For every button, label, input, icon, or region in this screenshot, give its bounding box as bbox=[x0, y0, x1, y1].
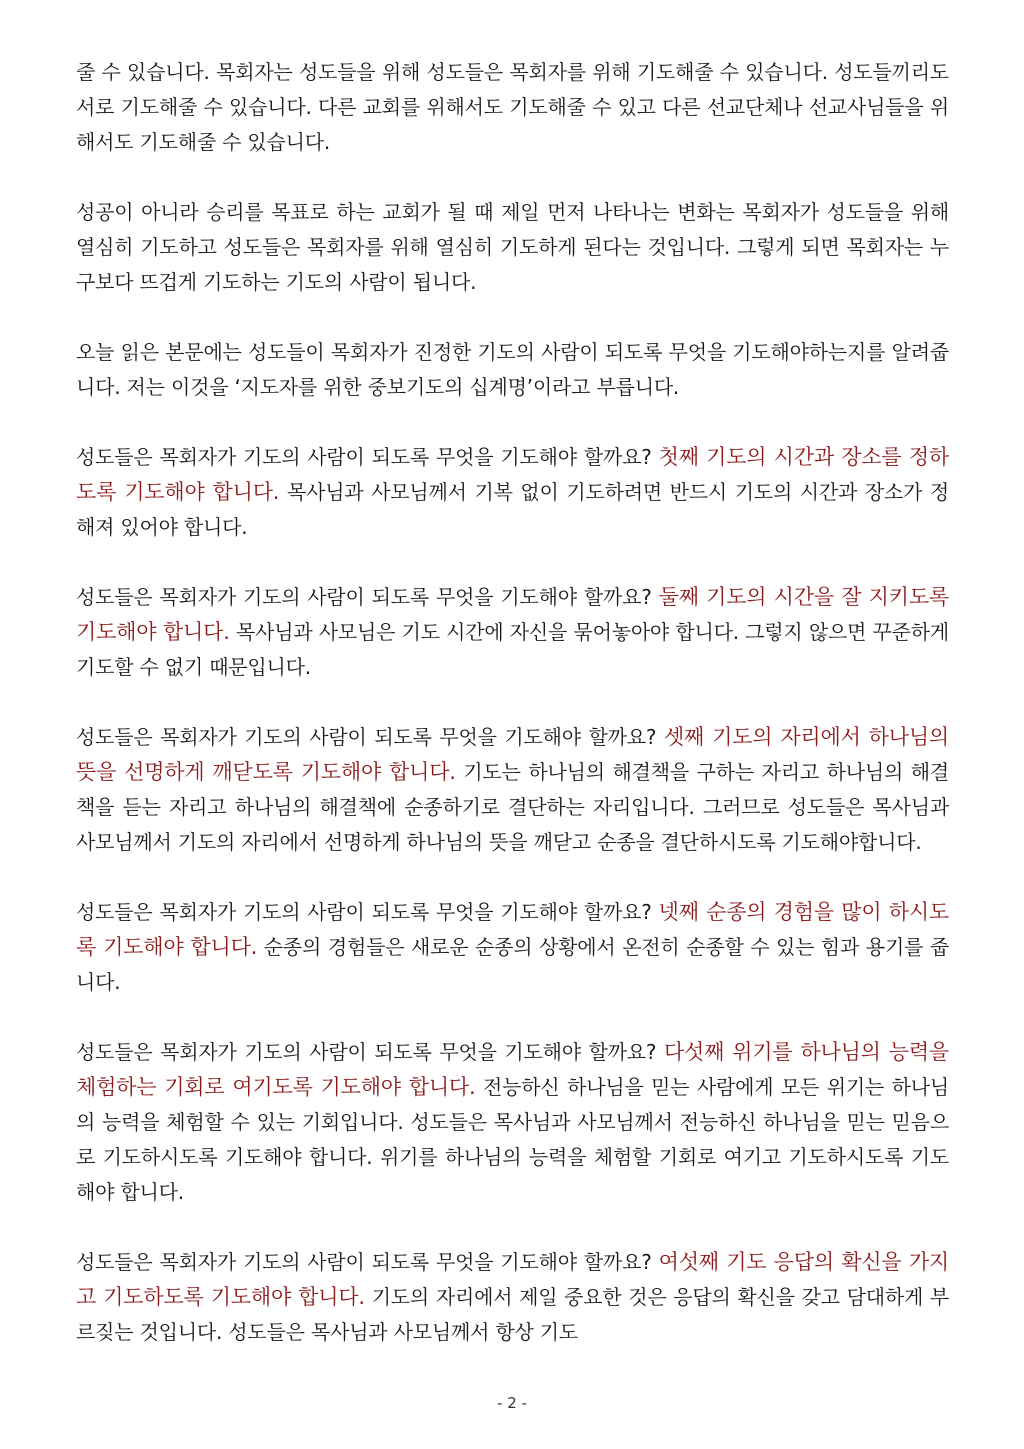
paragraph-text: 줄 수 있습니다. 목회자는 성도들을 위해 성도들은 목회자를 위해 기도해줄 수 있습니다. 성도들끼리도 서로 기도해줄 수 있습니다. 다른 교회를 위해서도 기도해줄 수 있고 다른 선교단체나 선교사님들을 위해서도 기도해줄 수 있습니다. bbox=[76, 60, 949, 154]
paragraph-text: 성도들은 목회자가 기도의 사람이 되도록 무엇을 기도해야 할까요? bbox=[76, 585, 659, 609]
paragraph-text: 목사님과 사모님께서 기복 없이 기도하려면 반드시 기도의 시간과 장소가 정해져 있어야 합니다. bbox=[76, 480, 950, 539]
paragraph-1 bbox=[76, 55, 949, 160]
paragraph-text: 기도의 자리에서 제일 중요한 것은 응답의 확신을 갖고 담대하게 부르짖는 것입니다. 성도들은 목사님과 사모님께서 항상 기도 bbox=[76, 1285, 949, 1344]
paragraph-5 bbox=[76, 580, 949, 685]
paragraph-text: 성도들은 목회자가 기도의 사람이 되도록 무엇을 기도해야 할까요? bbox=[76, 900, 659, 924]
paragraph-text: 목사님과 사모님은 기도 시간에 자신을 묶어놓아야 합니다. 그렇지 않으면 꾸준하게 기도할 수 없기 때문입니다. bbox=[76, 620, 949, 679]
paragraph-text: 성공이 아니라 승리를 목표로 하는 교회가 될 때 제일 먼저 나타나는 변화는 목회자가 성도들을 위해 열심히 기도하고 성도들은 목회자를 위해 열심히 기도하게 된다는 것입니다. 그렇게 되면 목회자는 누구보다 뜨겁게 기도하는 기도의 사람이 됩니다. bbox=[76, 200, 949, 294]
paragraph-text: 오늘 읽은 본문에는 성도들이 목회자가 진정한 기도의 사람이 되도록 무엇을 기도해야하는지를 알려줍니다. 저는 이것을 ‘지도자를 위한 중보기도의 십계명’이라고 부릅니다. bbox=[76, 340, 949, 399]
paragraph-6 bbox=[76, 720, 949, 860]
highlighted-point: 여섯째 기도 응답의 확신을 가지고 기도하도록 기도해야 합니다. bbox=[76, 1250, 949, 1309]
paragraph-text: 성도들은 목회자가 기도의 사람이 되도록 무엇을 기도해야 할까요? bbox=[76, 725, 664, 749]
paragraph-8 bbox=[76, 1035, 949, 1210]
highlighted-point: 둘째 기도의 시간을 잘 지키도록 기도해야 합니다. bbox=[76, 585, 949, 644]
paragraph-text: 기도는 하나님의 해결책을 구하는 자리고 하나님의 해결책을 듣는 자리고 하나님의 해결책에 순종하기로 결단하는 자리입니다. 그러므로 성도들은 목사님과 사모님께서 기도의 자리에서 선명하게 하나님의 뜻을 깨닫고 순종을 결단하시도록 기도해야합니다. bbox=[76, 760, 949, 854]
paragraph-9 bbox=[76, 1245, 949, 1350]
highlighted-point: 셋째 기도의 자리에서 하나님의 뜻을 선명하게 깨닫도록 기도해야 합니다. bbox=[76, 725, 949, 784]
paragraph-4 bbox=[76, 440, 949, 545]
paragraph-text: 성도들은 목회자가 기도의 사람이 되도록 무엇을 기도해야 할까요? bbox=[76, 445, 659, 469]
paragraph-text: 성도들은 목회자가 기도의 사람이 되도록 무엇을 기도해야 할까요? bbox=[76, 1040, 664, 1064]
paragraph-3 bbox=[76, 335, 949, 405]
paragraph-text: 성도들은 목회자가 기도의 사람이 되도록 무엇을 기도해야 할까요? bbox=[76, 1250, 659, 1274]
paragraph-2 bbox=[76, 195, 949, 300]
document-body bbox=[76, 55, 949, 1385]
paragraph-7 bbox=[76, 895, 949, 1000]
page-number: - 2 - bbox=[497, 1394, 527, 1412]
highlighted-point: 다섯째 위기를 하나님의 능력을 체험하는 기회로 여기도록 기도해야 합니다. bbox=[76, 1040, 949, 1099]
paragraph-text: 순종의 경험들은 새로운 순종의 상황에서 온전히 순종할 수 있는 힘과 용기를 줍니다. bbox=[76, 935, 949, 994]
paragraph-text: 전능하신 하나님을 믿는 사람에게 모든 위기는 하나님의 능력을 체험할 수 있는 기회입니다. 성도들은 목사님과 사모님께서 전능하신 하나님을 믿는 믿음으로 기도하시도록 기도해야 합니다. 위기를 하나님의 능력을 체험할 기회로 여기고 기도하시도록 기도해야 합니다. bbox=[76, 1075, 949, 1204]
highlighted-point: 첫째 기도의 시간과 장소를 정하도록 기도해야 합니다. bbox=[76, 445, 949, 504]
highlighted-point: 넷째 순종의 경험을 많이 하시도록 기도해야 합니다. bbox=[76, 900, 949, 959]
